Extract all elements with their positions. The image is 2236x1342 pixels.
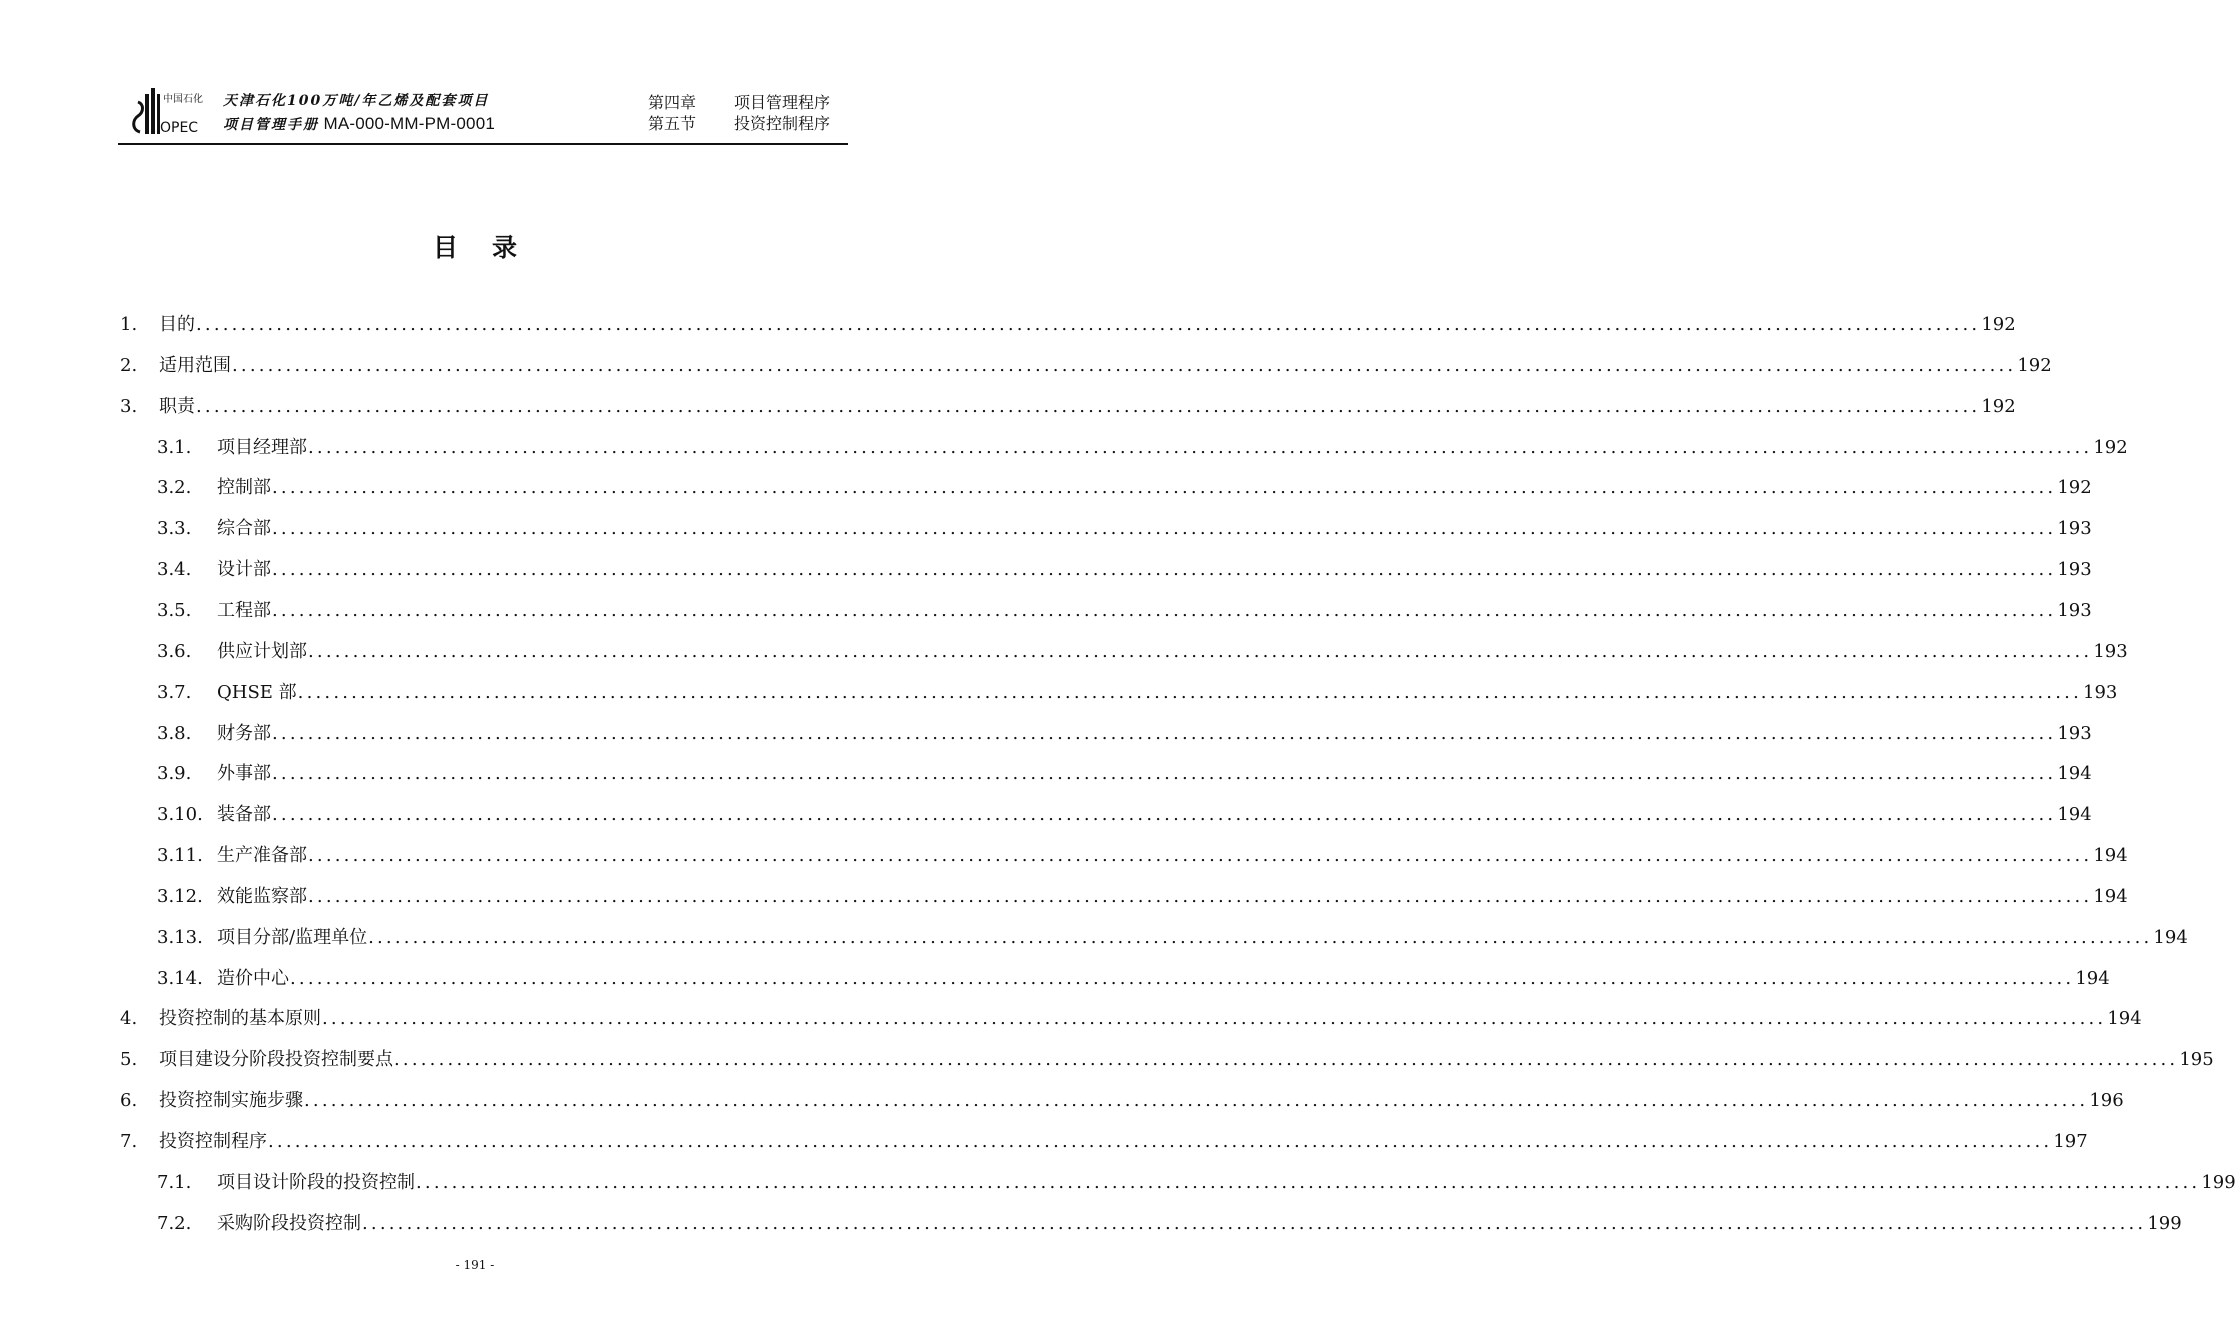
toc-dot-leader: ........................................................................................................................................................................................................: [394, 1049, 2179, 1070]
toc-entry-number: 7.: [120, 1131, 138, 1152]
toc-entry-page: 192: [1981, 396, 2016, 417]
toc-entry-title: 职责: [159, 396, 195, 417]
page-header: [118, 84, 848, 144]
toc-entry-page: 194: [2093, 845, 2128, 866]
toc-entry-title: 综合部: [217, 518, 271, 539]
toc-entry-page: 194: [2153, 927, 2188, 948]
chapter-title: 项目管理程序: [734, 93, 831, 112]
toc-entry-title: 目的: [159, 314, 195, 335]
toc-entry-number: 5.: [120, 1049, 138, 1070]
toc-entry-number: 7.1.: [157, 1172, 192, 1193]
project-title: 天津石化100万吨/年乙烯及配套项目: [223, 93, 490, 109]
toc-dot-leader: ........................................................................................................................................................................................................: [272, 804, 2057, 825]
toc-dot-leader: ........................................................................................................................................................................................................: [290, 968, 2075, 989]
toc-entry[interactable]: [120, 1086, 2124, 1116]
toc-dot-leader: ........................................................................................................................................................................................................: [272, 763, 2057, 784]
toc-entry-title: 生产准备部: [217, 845, 307, 866]
toc-entry-title: 控制部: [217, 477, 271, 498]
section-title: 投资控制程序: [734, 114, 831, 133]
manual-code: MA-000-MM-PM-0001: [323, 114, 496, 133]
toc-entry-page: 193: [2093, 641, 2128, 662]
toc-dot-leader: ........................................................................................................................................................................................................: [272, 723, 2057, 744]
toc-entry-page: 194: [2107, 1008, 2142, 1029]
toc-dot-leader: ........................................................................................................................................................................................................: [368, 927, 2153, 948]
toc-entry-number: 3.13.: [157, 927, 203, 948]
toc-entry[interactable]: [120, 392, 2016, 422]
toc-entry[interactable]: [120, 637, 2128, 667]
toc-entry[interactable]: [120, 800, 2092, 830]
toc-entry[interactable]: [120, 514, 2092, 544]
toc-entry-title: 采购阶段投资控制: [217, 1213, 361, 1234]
toc-entry[interactable]: [120, 596, 2092, 626]
section-label: 第五节: [648, 114, 697, 133]
toc-entry-number: 3.3.: [157, 518, 192, 539]
toc-entry-number: 3.9.: [157, 763, 192, 784]
chapter-info: [648, 92, 830, 134]
toc-entry-number: 3.8.: [157, 723, 192, 744]
toc-entry-page: 194: [2093, 886, 2128, 907]
toc-entry-page: 195: [2179, 1049, 2214, 1070]
toc-entry-page: 193: [2057, 518, 2092, 539]
header-divider: [118, 143, 848, 145]
toc-dot-leader: ........................................................................................................................................................................................................: [196, 314, 1981, 335]
toc-entry-title: 设计部: [217, 559, 271, 580]
toc-heading: 目录: [432, 233, 551, 262]
toc-entry-page: 196: [2089, 1090, 2124, 1111]
toc-entry[interactable]: [120, 433, 2128, 463]
toc-entry-title: 财务部: [217, 723, 271, 744]
toc-entry-number: 3.2.: [157, 477, 192, 498]
toc-entry-number: 3.: [120, 396, 138, 417]
toc-entry[interactable]: [120, 678, 2118, 708]
toc-entry[interactable]: [120, 719, 2092, 749]
toc-dot-leader: ........................................................................................................................................................................................................: [322, 1008, 2107, 1029]
toc-entry-number: 4.: [120, 1008, 138, 1029]
toc-entry-number: 7.2.: [157, 1213, 192, 1234]
toc-entry-title: 装备部: [217, 804, 271, 825]
toc-entry[interactable]: [120, 882, 2128, 912]
toc-entry-number: 3.4.: [157, 559, 192, 580]
toc-entry-page: 193: [2057, 600, 2092, 621]
toc-entry[interactable]: [120, 1168, 2236, 1198]
toc-entry-number: 2.: [120, 355, 138, 376]
toc-entry-page: 199: [2201, 1172, 2236, 1193]
toc-entry-page: 192: [1981, 314, 2016, 335]
toc-entry[interactable]: [120, 923, 2188, 953]
toc-entry-page: 194: [2075, 968, 2110, 989]
toc-entry[interactable]: [120, 1045, 2214, 1075]
toc-entry[interactable]: [120, 310, 2016, 340]
toc-entry[interactable]: [120, 1209, 2182, 1239]
toc-entry-number: 3.5.: [157, 600, 192, 621]
toc-entry[interactable]: [120, 964, 2110, 994]
toc-dot-leader: ........................................................................................................................................................................................................: [268, 1131, 2053, 1152]
toc-entry[interactable]: [120, 473, 2092, 503]
toc-entry-number: 3.14.: [157, 968, 203, 989]
chapter-label: 第四章: [648, 93, 697, 112]
toc-dot-leader: ........................................................................................................................................................................................................: [308, 845, 2093, 866]
toc-entry[interactable]: [120, 1004, 2142, 1034]
toc-entry-title: 供应计划部: [217, 641, 307, 662]
toc-dot-leader: ........................................................................................................................................................................................................: [272, 518, 2057, 539]
project-info: [223, 90, 495, 134]
toc-entry-title: 适用范围: [159, 355, 231, 376]
toc-entry-page: 194: [2057, 763, 2092, 784]
toc-entry-title: 效能监察部: [217, 886, 307, 907]
toc-entry-number: 3.6.: [157, 641, 192, 662]
toc-entry-title: 投资控制程序: [159, 1131, 267, 1152]
toc-entry-title: 外事部: [217, 763, 271, 784]
toc-entry-title: 项目设计阶段的投资控制: [217, 1172, 415, 1193]
toc-dot-leader: ........................................................................................................................................................................................................: [308, 886, 2093, 907]
toc-entry-page: 194: [2057, 804, 2092, 825]
logo-text-en: OPEC: [160, 120, 199, 136]
toc-dot-leader: ........................................................................................................................................................................................................: [272, 600, 2057, 621]
toc-entry-title: 投资控制的基本原则: [159, 1008, 321, 1029]
toc-entry-page: 199: [2147, 1213, 2182, 1234]
toc-entry[interactable]: [120, 351, 2052, 381]
toc-entry-page: 193: [2057, 559, 2092, 580]
sinopec-logo: [130, 86, 203, 136]
toc-dot-leader: ........................................................................................................................................................................................................: [308, 641, 2093, 662]
toc-entry-page: 193: [2083, 682, 2118, 703]
toc-entry-number: 3.12.: [157, 886, 203, 907]
toc-entry-title: 项目建设分阶段投资控制要点: [159, 1049, 393, 1070]
manual-name: 项目管理手册: [223, 117, 319, 133]
toc-dot-leader: ........................................................................................................................................................................................................: [196, 396, 1981, 417]
toc-dot-leader: ........................................................................................................................................................................................................: [272, 477, 2057, 498]
toc-entry-page: 193: [2057, 723, 2092, 744]
toc-entry-number: 3.10.: [157, 804, 203, 825]
toc-dot-leader: ........................................................................................................................................................................................................: [416, 1172, 2201, 1193]
toc-entry-title: 投资控制实施步骤: [159, 1090, 303, 1111]
toc-entry-title: 造价中心: [217, 968, 289, 989]
toc-entry-page: 192: [2017, 355, 2052, 376]
toc-dot-leader: ........................................................................................................................................................................................................: [308, 437, 2093, 458]
logo-text-cn: 中国石化: [163, 94, 203, 105]
toc-dot-leader: ........................................................................................................................................................................................................: [232, 355, 2017, 376]
toc-entry-page: 192: [2093, 437, 2128, 458]
toc-entry[interactable]: [120, 1127, 2088, 1157]
toc-entry-title: 项目经理部: [217, 437, 307, 458]
toc-entry-number: 3.11.: [157, 845, 203, 866]
toc-entry-number: 3.7.: [157, 682, 192, 703]
toc-entry[interactable]: [120, 759, 2092, 789]
toc-entry[interactable]: [120, 841, 2128, 871]
toc-dot-leader: ........................................................................................................................................................................................................: [304, 1090, 2089, 1111]
toc-entry-page: 192: [2057, 477, 2092, 498]
toc-entry-number: 1.: [120, 314, 138, 335]
toc-entry-number: 6.: [120, 1090, 138, 1111]
toc-dot-leader: ........................................................................................................................................................................................................: [272, 559, 2057, 580]
page-number: - 191 -: [455, 1258, 495, 1272]
toc-entry-title: 工程部: [217, 600, 271, 621]
toc-entry[interactable]: [120, 555, 2092, 585]
toc-dot-leader: ........................................................................................................................................................................................................: [362, 1213, 2147, 1234]
toc-entry-page: 197: [2053, 1131, 2088, 1152]
toc-entry-title: 项目分部/监理单位: [217, 927, 368, 948]
manual-code-line: [223, 114, 495, 134]
toc-entry-title: QHSE 部: [217, 682, 297, 703]
toc-entry-number: 3.1.: [157, 437, 192, 458]
toc-dot-leader: ........................................................................................................................................................................................................: [297, 682, 2082, 703]
